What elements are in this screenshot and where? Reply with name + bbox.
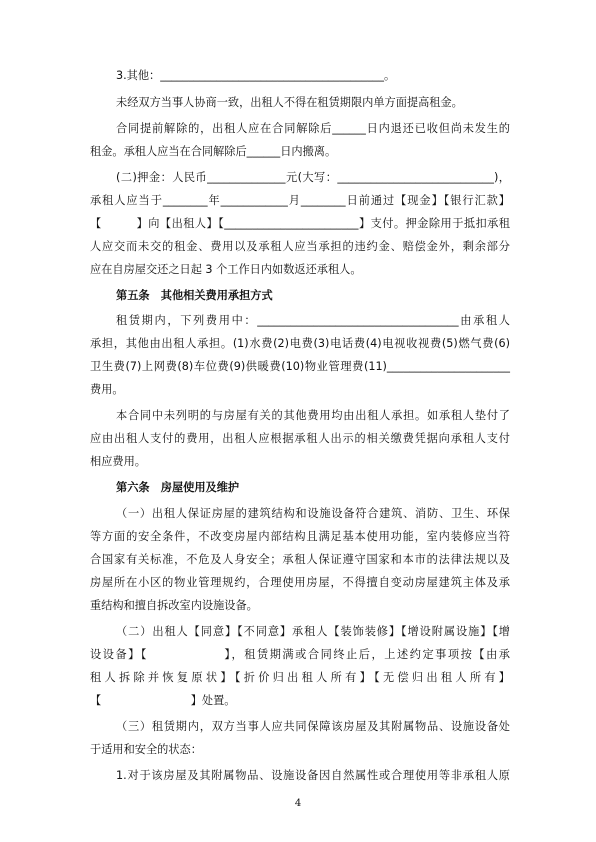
text-line: 卫生费(7)上网费(8)车位费(9)供暖费(10)物业管理费(11)______________________: [90, 360, 510, 373]
text-line: 合国家有关标准，不危及人身安全；承租人保证遵守国家和本市的法律法规以及: [90, 553, 510, 566]
text-line: 房屋所在小区的物业管理规约，合理使用房屋，不得擅自变动房屋建筑主体及承: [90, 576, 510, 589]
text-line: 3.其他：________________________________________。: [116, 69, 396, 82]
text-line: 租人拆除并恢复原状】【折价归出租人所有】【无偿归出租人所有】: [90, 671, 510, 684]
text-line: 相应费用。: [90, 455, 146, 468]
text-line: 合同提前解除的，出租人应在合同解除后______日内退还已收但尚未发生的: [116, 122, 510, 135]
text-line: 应由出租人支付的费用，出租人应根据承租人出示的相关缴费凭据向承租人支付: [90, 432, 510, 445]
text-line: （二）出租人【同意】【不同意】承租人【装饰装修】【增设附属设施】【增: [116, 625, 510, 638]
text-line: 设设备】【 】，租赁期满或合同终止后，上述约定事项按【由承: [90, 648, 510, 661]
text-line: （三）租赁期内，双方当事人应共同保障该房屋及其附属物品、设施设备处: [116, 720, 510, 733]
text-line: （一）出租人保证房屋的建筑结构和设施设备符合建筑、消防、卫生、环保: [116, 507, 510, 520]
section-heading: 第六条 房屋使用及维护: [116, 481, 240, 494]
text-line: 未经双方当事人协商一致，出租人不得在租赁期限内单方面提高租金。: [116, 96, 463, 109]
text-line: 费用。: [90, 383, 124, 396]
page-number: 4: [294, 798, 302, 809]
text-line: 本合同中未列明的与房屋有关的其他费用均由出租人承担。如承租人垫付了: [116, 409, 510, 422]
text-line: 重结构和擅自拆改室内设施设备。: [90, 599, 258, 612]
text-line: 承租人应当于________年____________月________日前通过【现金】【银行汇款】: [90, 194, 510, 207]
text-line: 【 】处置。: [90, 694, 236, 707]
text-line: 租赁期内，下列费用中：____________________________________由承租人: [116, 314, 510, 327]
text-line: 1.对于该房屋及其附属物品、设施设备因自然属性或合理使用等非承租人原: [116, 769, 510, 782]
text-line: 应在自房屋交还之日起 3 个工作日内如数返还承租人。: [90, 263, 362, 276]
section-heading: 第五条 其他相关费用承担方式: [116, 289, 273, 302]
text-line: 租金。承租人应当在合同解除后______日内搬离。: [90, 145, 337, 158]
text-line: 【 】向【出租人】【________________________】支付。押金除用于抵扣承租: [90, 217, 510, 230]
text-line: (二)押金：人民币______________元(大写：____________________________)，: [116, 171, 510, 184]
text-line: 等方面的安全条件，不改变房屋内部结构且满足基本使用功能，室内装修应当符: [90, 530, 510, 543]
text-line: 人应交而未交的租金、费用以及承租人应当承担的违约金、赔偿金外，剩余部分: [90, 240, 510, 253]
text-line: 承担，其他由出租人承担。(1)水费(2)电费(3)电话费(4)电视收视费(5)燃气费(6): [90, 337, 510, 350]
text-line: 于适用和安全的状态：: [90, 743, 202, 756]
